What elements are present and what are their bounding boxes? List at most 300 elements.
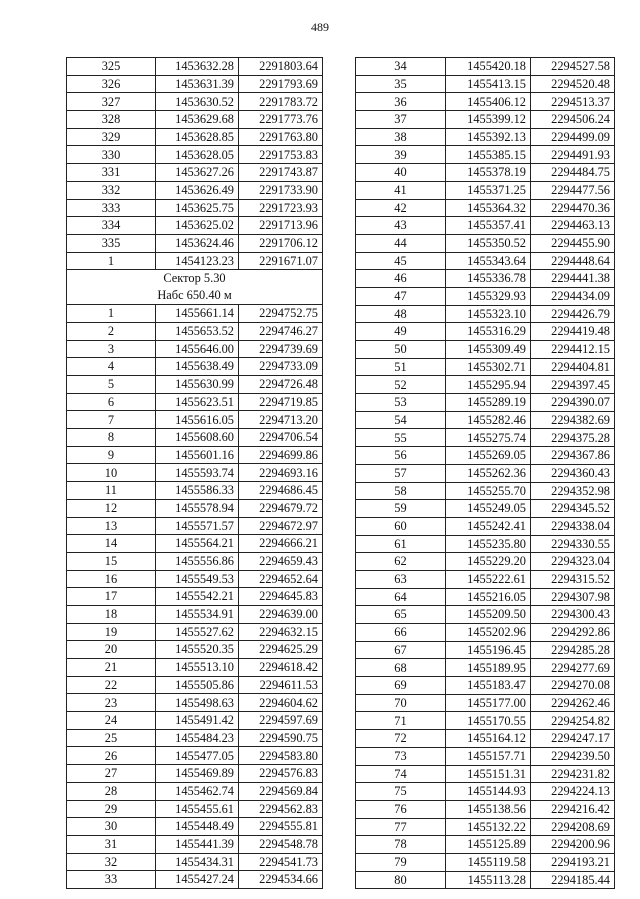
x-coordinate: 1453630.52 [156, 93, 239, 111]
x-coordinate: 1455392.13 [446, 128, 531, 146]
point-number: 45 [356, 252, 446, 270]
point-number: 74 [356, 765, 446, 783]
table-row [67, 199, 323, 217]
point-number: 60 [356, 517, 446, 535]
x-coordinate: 1455177.00 [446, 694, 531, 712]
x-coordinate: 1455616.05 [156, 411, 239, 429]
y-coordinate: 2294270.08 [531, 677, 615, 695]
point-number: 1 [67, 305, 156, 323]
y-coordinate: 2294562.83 [239, 800, 323, 818]
y-coordinate: 2294659.43 [239, 552, 323, 570]
table-row [356, 712, 615, 730]
table-row [67, 747, 323, 765]
x-coordinate: 1455235.80 [446, 535, 531, 553]
y-coordinate: 2294597.69 [239, 712, 323, 730]
table-row [67, 411, 323, 429]
x-coordinate: 1455399.12 [446, 111, 531, 129]
x-coordinate: 1455601.16 [156, 446, 239, 464]
point-number: 327 [67, 93, 156, 111]
table-row [67, 322, 323, 340]
table-row [356, 871, 615, 889]
y-coordinate: 2294625.29 [239, 641, 323, 659]
y-coordinate: 2291723.93 [239, 199, 323, 217]
x-coordinate: 1455623.51 [156, 393, 239, 411]
point-number: 53 [356, 394, 446, 412]
x-coordinate: 1455462.74 [156, 782, 239, 800]
x-coordinate: 1453627.26 [156, 164, 239, 182]
x-coordinate: 1455336.78 [446, 270, 531, 288]
point-number: 329 [67, 128, 156, 146]
sector-row [67, 270, 323, 305]
y-coordinate: 2294239.50 [531, 747, 615, 765]
point-number: 67 [356, 641, 446, 659]
y-coordinate: 2294224.13 [531, 783, 615, 801]
x-coordinate: 1455420.18 [446, 58, 531, 76]
table-row [67, 605, 323, 623]
left-top-rows [67, 58, 323, 270]
table-row [356, 588, 615, 606]
point-number: 42 [356, 199, 446, 217]
table-row [356, 305, 615, 323]
table-row [67, 181, 323, 199]
left-coordinates-table [66, 57, 323, 889]
point-number: 12 [67, 499, 156, 517]
x-coordinate: 1455549.53 [156, 570, 239, 588]
table-row [67, 570, 323, 588]
point-number: 35 [356, 75, 446, 93]
point-number: 57 [356, 464, 446, 482]
y-coordinate: 2291773.76 [239, 111, 323, 129]
table-row [67, 146, 323, 164]
table-row [356, 730, 615, 748]
y-coordinate: 2294185.44 [531, 871, 615, 889]
x-coordinate: 1455269.05 [446, 447, 531, 465]
table-row [67, 305, 323, 323]
point-number: 49 [356, 323, 446, 341]
table-row [67, 623, 323, 641]
point-number: 16 [67, 570, 156, 588]
x-coordinate: 1455189.95 [446, 659, 531, 677]
y-coordinate: 2294300.43 [531, 606, 615, 624]
table-row [67, 552, 323, 570]
point-number: 58 [356, 482, 446, 500]
y-coordinate: 2294470.36 [531, 199, 615, 217]
x-coordinate: 1455653.52 [156, 322, 239, 340]
x-coordinate: 1455427.24 [156, 871, 239, 889]
point-number: 1 [67, 252, 156, 270]
table-row [356, 853, 615, 871]
x-coordinate: 1455216.05 [446, 588, 531, 606]
x-coordinate: 1455434.31 [156, 853, 239, 871]
y-coordinate: 2294208.69 [531, 818, 615, 836]
y-coordinate: 2294752.75 [239, 305, 323, 323]
y-coordinate: 2291706.12 [239, 234, 323, 252]
table-row [67, 234, 323, 252]
point-number: 335 [67, 234, 156, 252]
x-coordinate: 1455316.29 [446, 323, 531, 341]
sector-height: Набс 650.40 м [157, 288, 232, 303]
point-number: 3 [67, 340, 156, 358]
x-coordinate: 1455527.62 [156, 623, 239, 641]
table-row [356, 358, 615, 376]
table-row [67, 164, 323, 182]
y-coordinate: 2294193.21 [531, 853, 615, 871]
y-coordinate: 2291803.64 [239, 58, 323, 76]
table-row [356, 58, 615, 76]
table-row [356, 429, 615, 447]
y-coordinate: 2294448.64 [531, 252, 615, 270]
point-number: 47 [356, 287, 446, 305]
table-row [67, 217, 323, 235]
table-row [67, 588, 323, 606]
x-coordinate: 1455385.15 [446, 146, 531, 164]
point-number: 2 [67, 322, 156, 340]
x-coordinate: 1455183.47 [446, 677, 531, 695]
table-row [356, 287, 615, 305]
table-row [356, 500, 615, 518]
y-coordinate: 2294367.86 [531, 447, 615, 465]
table-row [356, 234, 615, 252]
table-row [356, 535, 615, 553]
table-row [67, 694, 323, 712]
y-coordinate: 2294726.48 [239, 376, 323, 394]
point-number: 59 [356, 500, 446, 518]
x-coordinate: 1453625.02 [156, 217, 239, 235]
point-number: 61 [356, 535, 446, 553]
table-row [356, 553, 615, 571]
table-row [356, 482, 615, 500]
point-number: 34 [356, 58, 446, 76]
x-coordinate: 1455534.91 [156, 605, 239, 623]
y-coordinate: 2294693.16 [239, 464, 323, 482]
point-number: 40 [356, 164, 446, 182]
y-coordinate: 2294397.45 [531, 376, 615, 394]
y-coordinate: 2294352.98 [531, 482, 615, 500]
x-coordinate: 1455586.33 [156, 482, 239, 500]
table-row [356, 252, 615, 270]
table-row [356, 146, 615, 164]
table-row [67, 340, 323, 358]
point-number: 33 [67, 871, 156, 889]
x-coordinate: 1455608.60 [156, 429, 239, 447]
x-coordinate: 1455491.42 [156, 712, 239, 730]
point-number: 69 [356, 677, 446, 695]
point-number: 71 [356, 712, 446, 730]
y-coordinate: 2294541.73 [239, 853, 323, 871]
table-row [356, 93, 615, 111]
point-number: 72 [356, 730, 446, 748]
x-coordinate: 1455222.61 [446, 570, 531, 588]
table-row [67, 853, 323, 871]
y-coordinate: 2294262.46 [531, 694, 615, 712]
point-number: 26 [67, 747, 156, 765]
sector-cell [67, 270, 323, 305]
y-coordinate: 2294618.42 [239, 659, 323, 677]
point-number: 64 [356, 588, 446, 606]
point-number: 78 [356, 836, 446, 854]
x-coordinate: 1455520.35 [156, 641, 239, 659]
table-row [356, 570, 615, 588]
y-coordinate: 2294506.24 [531, 111, 615, 129]
x-coordinate: 1455113.28 [446, 871, 531, 889]
table-row [356, 111, 615, 129]
table-row [67, 729, 323, 747]
y-coordinate: 2294548.78 [239, 835, 323, 853]
table-row [67, 128, 323, 146]
table-row [356, 836, 615, 854]
table-row [67, 659, 323, 677]
x-coordinate: 1455125.89 [446, 836, 531, 854]
point-number: 56 [356, 447, 446, 465]
x-coordinate: 1455302.71 [446, 358, 531, 376]
table-row [356, 341, 615, 359]
point-number: 331 [67, 164, 156, 182]
y-coordinate: 2294477.56 [531, 181, 615, 199]
x-coordinate: 1455556.86 [156, 552, 239, 570]
y-coordinate: 2294604.62 [239, 694, 323, 712]
point-number: 63 [356, 570, 446, 588]
table-row [356, 323, 615, 341]
point-number: 332 [67, 181, 156, 199]
point-number: 17 [67, 588, 156, 606]
y-coordinate: 2291753.83 [239, 146, 323, 164]
sector-title: Сектор 5.30 [163, 271, 226, 286]
point-number: 15 [67, 552, 156, 570]
table-row [67, 765, 323, 783]
point-number: 334 [67, 217, 156, 235]
point-number: 55 [356, 429, 446, 447]
y-coordinate: 2294338.04 [531, 517, 615, 535]
y-coordinate: 2291763.80 [239, 128, 323, 146]
point-number: 4 [67, 358, 156, 376]
left-bottom-rows [67, 305, 323, 889]
x-coordinate: 1455571.57 [156, 517, 239, 535]
table-row [356, 181, 615, 199]
x-coordinate: 1453628.85 [156, 128, 239, 146]
x-coordinate: 1455255.70 [446, 482, 531, 500]
table-row [67, 835, 323, 853]
x-coordinate: 1455646.00 [156, 340, 239, 358]
x-coordinate: 1455242.41 [446, 517, 531, 535]
table-row [356, 677, 615, 695]
x-coordinate: 1455413.15 [446, 75, 531, 93]
y-coordinate: 2294611.53 [239, 676, 323, 694]
x-coordinate: 1455371.25 [446, 181, 531, 199]
y-coordinate: 2294719.85 [239, 393, 323, 411]
point-number: 13 [67, 517, 156, 535]
point-number: 36 [356, 93, 446, 111]
point-number: 11 [67, 482, 156, 500]
x-coordinate: 1455638.49 [156, 358, 239, 376]
point-number: 7 [67, 411, 156, 429]
point-number: 21 [67, 659, 156, 677]
x-coordinate: 1455357.41 [446, 217, 531, 235]
y-coordinate: 2294455.90 [531, 234, 615, 252]
point-number: 328 [67, 111, 156, 129]
x-coordinate: 1455542.21 [156, 588, 239, 606]
x-coordinate: 1453626.49 [156, 181, 239, 199]
x-coordinate: 1455498.63 [156, 694, 239, 712]
point-number: 20 [67, 641, 156, 659]
point-number: 50 [356, 341, 446, 359]
y-coordinate: 2294645.83 [239, 588, 323, 606]
y-coordinate: 2294713.20 [239, 411, 323, 429]
table-row [67, 482, 323, 500]
point-number: 38 [356, 128, 446, 146]
table-row [67, 818, 323, 836]
y-coordinate: 2294590.75 [239, 729, 323, 747]
table-row [67, 641, 323, 659]
x-coordinate: 1455289.19 [446, 394, 531, 412]
right-rows [356, 58, 615, 889]
table-row [67, 782, 323, 800]
point-number: 75 [356, 783, 446, 801]
table-row [356, 641, 615, 659]
x-coordinate: 1455262.36 [446, 464, 531, 482]
point-number: 6 [67, 393, 156, 411]
table-row [356, 765, 615, 783]
y-coordinate: 2294652.64 [239, 570, 323, 588]
point-number: 29 [67, 800, 156, 818]
x-coordinate: 1455309.49 [446, 341, 531, 359]
y-coordinate: 2294382.69 [531, 411, 615, 429]
table-row [67, 58, 323, 76]
y-coordinate: 2291793.69 [239, 75, 323, 93]
x-coordinate: 1455448.49 [156, 818, 239, 836]
table-row [356, 394, 615, 412]
x-coordinate: 1455132.22 [446, 818, 531, 836]
point-number: 39 [356, 146, 446, 164]
table-row [356, 376, 615, 394]
y-coordinate: 2294569.84 [239, 782, 323, 800]
y-coordinate: 2291733.90 [239, 181, 323, 199]
y-coordinate: 2294672.97 [239, 517, 323, 535]
y-coordinate: 2294216.42 [531, 800, 615, 818]
x-coordinate: 1455323.10 [446, 305, 531, 323]
point-number: 41 [356, 181, 446, 199]
point-number: 8 [67, 429, 156, 447]
point-number: 24 [67, 712, 156, 730]
table-row [356, 464, 615, 482]
point-number: 325 [67, 58, 156, 76]
point-number: 66 [356, 624, 446, 642]
x-coordinate: 1455119.58 [446, 853, 531, 871]
x-coordinate: 1453632.28 [156, 58, 239, 76]
point-number: 65 [356, 606, 446, 624]
x-coordinate: 1455513.10 [156, 659, 239, 677]
right-coordinates-table [355, 57, 615, 889]
point-number: 22 [67, 676, 156, 694]
y-coordinate: 2294576.83 [239, 765, 323, 783]
y-coordinate: 2294632.15 [239, 623, 323, 641]
sector-header [67, 270, 323, 305]
y-coordinate: 2294330.55 [531, 535, 615, 553]
table-row [356, 606, 615, 624]
point-number: 28 [67, 782, 156, 800]
table-row [67, 252, 323, 270]
y-coordinate: 2294345.52 [531, 500, 615, 518]
x-coordinate: 1455151.31 [446, 765, 531, 783]
x-coordinate: 1455157.71 [446, 747, 531, 765]
x-coordinate: 1455477.05 [156, 747, 239, 765]
x-coordinate: 1455275.74 [446, 429, 531, 447]
y-coordinate: 2294247.17 [531, 730, 615, 748]
y-coordinate: 2294412.15 [531, 341, 615, 359]
point-number: 76 [356, 800, 446, 818]
y-coordinate: 2294315.52 [531, 570, 615, 588]
point-number: 43 [356, 217, 446, 235]
x-coordinate: 1455138.56 [446, 800, 531, 818]
x-coordinate: 1455144.93 [446, 783, 531, 801]
y-coordinate: 2294534.66 [239, 871, 323, 889]
y-coordinate: 2291783.72 [239, 93, 323, 111]
table-row [67, 712, 323, 730]
y-coordinate: 2294375.28 [531, 429, 615, 447]
point-number: 23 [67, 694, 156, 712]
x-coordinate: 1455209.50 [446, 606, 531, 624]
x-coordinate: 1455469.89 [156, 765, 239, 783]
y-coordinate: 2294746.27 [239, 322, 323, 340]
table-row [356, 659, 615, 677]
table-row [356, 517, 615, 535]
x-coordinate: 1455295.94 [446, 376, 531, 394]
y-coordinate: 2294583.80 [239, 747, 323, 765]
x-coordinate: 1455329.93 [446, 287, 531, 305]
point-number: 31 [67, 835, 156, 853]
x-coordinate: 1453631.39 [156, 75, 239, 93]
x-coordinate: 1455406.12 [446, 93, 531, 111]
x-coordinate: 1453624.46 [156, 234, 239, 252]
y-coordinate: 2291743.87 [239, 164, 323, 182]
point-number: 37 [356, 111, 446, 129]
point-number: 32 [67, 853, 156, 871]
x-coordinate: 1455578.94 [156, 499, 239, 517]
point-number: 27 [67, 765, 156, 783]
point-number: 333 [67, 199, 156, 217]
table-row [356, 199, 615, 217]
y-coordinate: 2294292.86 [531, 624, 615, 642]
point-number: 62 [356, 553, 446, 571]
x-coordinate: 1453629.68 [156, 111, 239, 129]
x-coordinate: 1455661.14 [156, 305, 239, 323]
point-number: 326 [67, 75, 156, 93]
table-row [356, 694, 615, 712]
point-number: 44 [356, 234, 446, 252]
y-coordinate: 2294307.98 [531, 588, 615, 606]
y-coordinate: 2294360.43 [531, 464, 615, 482]
table-row [356, 75, 615, 93]
y-coordinate: 2294404.81 [531, 358, 615, 376]
point-number: 9 [67, 446, 156, 464]
y-coordinate: 2294527.58 [531, 58, 615, 76]
x-coordinate: 1455350.52 [446, 234, 531, 252]
y-coordinate: 2294463.13 [531, 217, 615, 235]
table-row [356, 411, 615, 429]
x-coordinate: 1455196.45 [446, 641, 531, 659]
x-coordinate: 1455593.74 [156, 464, 239, 482]
x-coordinate: 1455202.96 [446, 624, 531, 642]
x-coordinate: 1454123.23 [156, 252, 239, 270]
y-coordinate: 2294513.37 [531, 93, 615, 111]
y-coordinate: 2294231.82 [531, 765, 615, 783]
y-coordinate: 2294499.09 [531, 128, 615, 146]
table-row [67, 676, 323, 694]
point-number: 19 [67, 623, 156, 641]
y-coordinate: 2294254.82 [531, 712, 615, 730]
table-row [67, 376, 323, 394]
y-coordinate: 2294285.28 [531, 641, 615, 659]
point-number: 73 [356, 747, 446, 765]
